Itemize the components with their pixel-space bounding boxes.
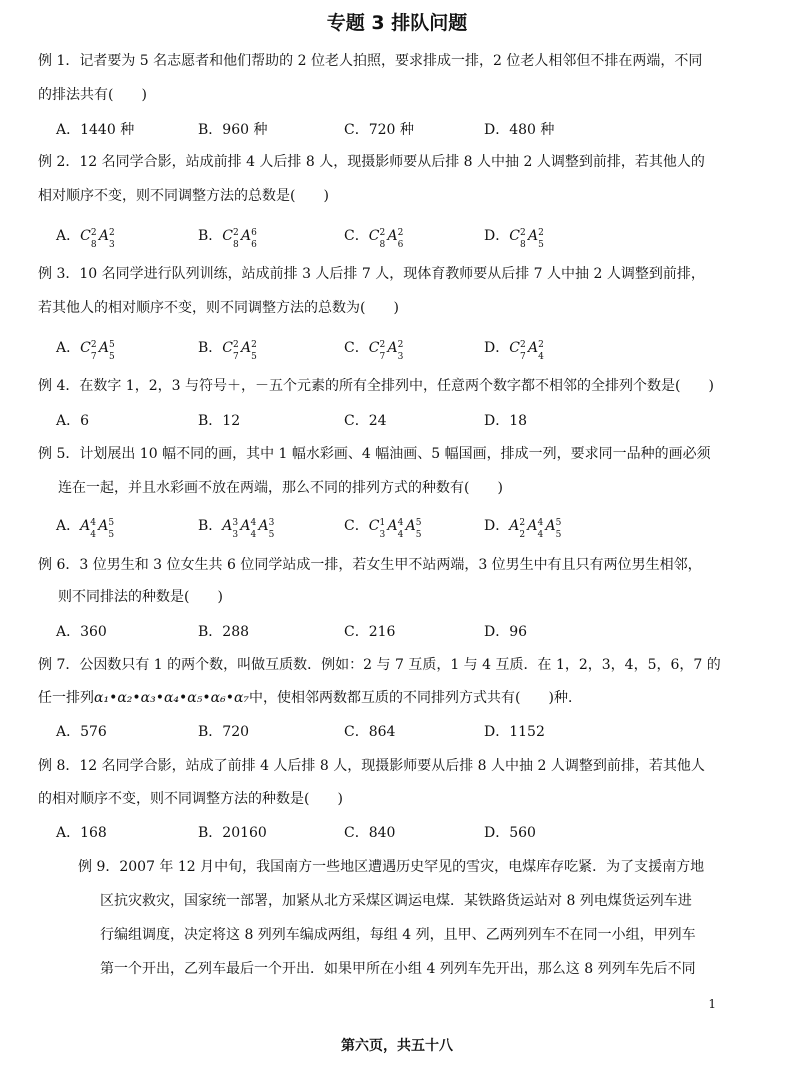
q6-options: [56, 622, 756, 644]
q1-options: [56, 120, 756, 142]
option-label: D．: [484, 518, 510, 534]
q6-text-line1: 例 6．3 位男生和 3 位女生共 6 位同学站成一排，若女生甲不站两端，3 位男生中有且只有两位男生相邻，: [38, 557, 702, 573]
q6-option-b: B．288: [198, 624, 250, 640]
q5-text-line2: 连在一起，并且水彩画不放在两端，那么不同的排列方式的种数有( ): [58, 480, 503, 496]
q8-text-line2: 的相对顺序不变，则不同调整方法的种数是( ): [38, 791, 343, 807]
q8-options: [56, 823, 756, 845]
q3-text-line1: 例 3．10 名同学进行队列训练，站成前排 3 人后排 7 人，现体育教师要从后排 7 人中抽 2 人调整到前排，: [38, 266, 705, 282]
q8-option-a: A．168: [56, 825, 107, 841]
q2-option-c: [344, 226, 406, 250]
formula: C 2 8 A 2 6: [368, 228, 404, 250]
q1-option-b: B．960 种: [198, 122, 268, 138]
q3-option-c: [344, 338, 406, 362]
formula: A 4 4 A 5 5: [80, 518, 115, 540]
q5-text-line1: 例 5．计划展出 10 幅不同的画，其中 1 幅水彩画、4 幅油画、5 幅国画，排成一列，要求同一品种的画必须: [38, 446, 711, 462]
q2-option-b: [198, 226, 259, 250]
formula: C 2 7 A 2 3: [368, 340, 404, 362]
q3-option-a: [56, 338, 117, 362]
q7-text-line2: 任一排列α₁•α₂•α₃•α₄•α₅•α₆•α₇中，使相邻两数都互质的不同排列方式共有( )种．: [38, 690, 582, 706]
formula: A 3 3 A 4 4 A 3 5: [222, 518, 275, 540]
q2-text-line2: 相对顺序不变，则不同调整方法的总数是( ): [38, 188, 329, 204]
page-title: 专题 3 排队问题: [326, 12, 468, 34]
page-number: 1: [708, 997, 716, 1011]
q1-text-line2: 的排法共有( ): [38, 87, 147, 103]
option-label: A．: [56, 518, 81, 534]
option-label: B．: [198, 518, 223, 534]
q9-text-line1: 例 9．2007 年 12 月中旬，我国南方一些地区遭遇历史罕见的雪灾，电煤库存吃紧．为了支援南方地: [78, 859, 705, 875]
option-label: C．: [344, 228, 369, 244]
q4-option-d: D．18: [484, 413, 528, 429]
q7-options: [56, 722, 756, 744]
q4-option-b: B．12: [198, 413, 241, 429]
q2-option-d: [484, 226, 546, 250]
q8-text-line1: 例 8．12 名同学合影，站成了前排 4 人后排 8 人，现摄影师要从后排 8 人中抽 2 人调整到前排，若其他人: [38, 758, 705, 774]
option-label: D．: [484, 340, 510, 356]
q2-text-line1: 例 2．12 名同学合影，站成前排 4 人后排 8 人，现摄影师要从后排 8 人中抽 2 人调整到前排，若其他人的: [38, 154, 705, 170]
q6-option-a: A．360: [56, 624, 107, 640]
q9-text-line2: 区抗灾救灾，国家统一部署，加紧从北方采煤区调运电煤．某铁路货运站对 8 列电煤货运列车进: [100, 893, 692, 909]
q4-text-line1: 例 4．在数字 1，2，3 与符号＋，－五个元素的所有全排列中，任意两个数字都不相邻的全排列个数是( ): [38, 378, 714, 394]
q7-text-line1: 例 7．公因数只有 1 的两个数，叫做互质数．例如：2 与 7 互质，1 与 4 互质．在 1，2，3，4，5，6，7 的: [38, 657, 721, 673]
q5-option-b: [198, 516, 277, 540]
formula: A 2 2 A 4 4 A 5 5: [509, 518, 562, 540]
formula: C 1 3 A 4 4 A 5 5: [368, 518, 422, 540]
q5-option-c: [344, 516, 424, 540]
q7-option-d: D．1152: [484, 724, 545, 740]
option-label: C．: [344, 518, 369, 534]
q1-text-line1: 例 1．记者要为 5 名志愿者和他们帮助的 2 位老人拍照，要求排成一排，2 位老人相邻但不排在两端，不同: [38, 53, 703, 69]
formula: C 2 8 A 2 3: [80, 228, 115, 250]
formula: C 2 7 A 5 5: [80, 340, 115, 362]
formula: C 2 7 A 2 5: [222, 340, 257, 362]
q8-option-b: B．20160: [198, 825, 267, 841]
q6-option-d: D．96: [484, 624, 528, 640]
formula: C 2 8 A 6 6: [222, 228, 257, 250]
q7-option-b: B．720: [198, 724, 250, 740]
q5-option-d: [484, 516, 564, 540]
option-label: B．: [198, 228, 223, 244]
q1-option-d: D．480 种: [484, 122, 555, 138]
q6-option-c: C．216: [344, 624, 396, 640]
q4-options: [56, 411, 756, 433]
q7-option-c: C．864: [344, 724, 396, 740]
q6-text-line2: 则不同排法的种数是( ): [58, 589, 223, 605]
option-label: C．: [344, 340, 369, 356]
q8-option-c: C．840: [344, 825, 396, 841]
q3-text-line2: 若其他人的相对顺序不变，则不同调整方法的总数为( ): [38, 300, 399, 316]
q5-option-a: [56, 516, 116, 540]
option-label: D．: [484, 228, 510, 244]
q5-options: [56, 516, 756, 538]
q1-option-c: C．720 种: [344, 122, 414, 138]
q1-option-a: A．1440 种: [56, 122, 135, 138]
q4-option-a: A．6: [56, 413, 90, 429]
q2-option-a: [56, 226, 117, 250]
q3-option-b: [198, 338, 259, 362]
q9-text-line3: 行编组调度，决定将这 8 列列车编成两组，每组 4 列，且甲、乙两列列车不在同一小组，甲列车: [100, 927, 696, 943]
option-label: B．: [198, 340, 223, 356]
q8-option-d: D．560: [484, 825, 536, 841]
page-footer: 第六页，共五十八: [341, 1038, 453, 1054]
q9-text-line4: 第一个开出，乙列车最后一个开出．如果甲所在小组 4 列列车先开出，那么这 8 列列车先后不同: [100, 961, 696, 977]
q3-option-d: [484, 338, 546, 362]
formula: C 2 8 A 2 5: [509, 228, 544, 250]
permutation-formula: α₁•α₂•α₃•α₄•α₅•α₆•α₇: [94, 690, 250, 706]
q7-option-a: A．576: [56, 724, 107, 740]
option-label: A．: [56, 340, 81, 356]
formula: C 2 7 A 2 4: [509, 340, 544, 362]
q3-options: [56, 338, 756, 360]
q4-option-c: C．24: [344, 413, 387, 429]
option-label: A．: [56, 228, 81, 244]
q2-options: [56, 226, 756, 248]
